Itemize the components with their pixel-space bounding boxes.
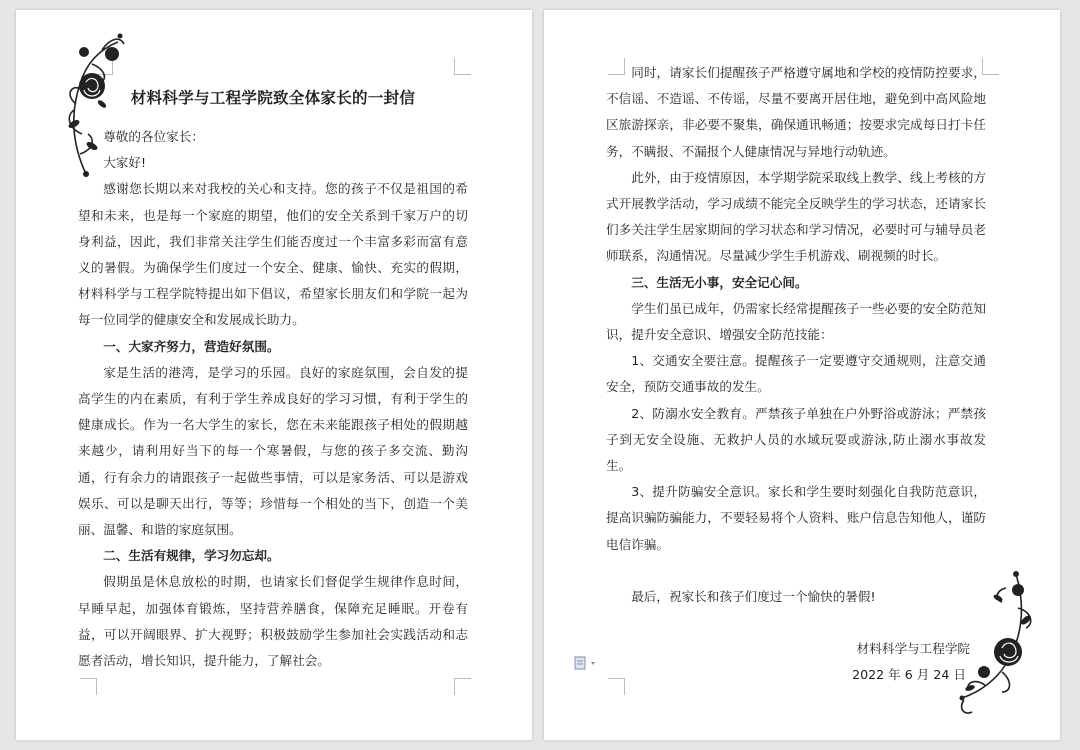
blank-line [606,610,986,636]
salutation: 尊敬的各位家长： [103,129,204,144]
greeting: 大家好! [103,155,147,171]
section-2-heading: 二、生活有规律，学习勿忘却。 [103,548,280,564]
letter-title: 材料科学与工程学院致全体家长的一封信 [130,89,416,107]
closing-wishes: 最后，祝家长和孩子们度过一个愉快的暑假! [631,588,876,604]
page-2-body [606,60,986,688]
safety-item-fraud: 3、提升防骗安全意识。家长和学生要时刻强化自我防范意识，提高识骗防骗能力，不要轻易将个人资料、账户信息告知他人，谨防电信诈骗。 [606,484,986,552]
section-1-heading: 一、大家齐努力，营造好氛围。 [103,338,280,354]
section-3-heading: 三、生活无小事，安全记心间。 [631,274,808,290]
section-1-paragraph: 家是生活的港湾，是学习的乐园。良好的家庭氛围，会自发的提高学生的内在素质，有利于学生养成良好的学习习惯，有利于学生的健康成长。作为一名大学生的家长，您在未来能跟孩子相处的假期越来越少，请利用好当下的每一个寒暑假，与您的孩子多交流、勤沟通，行有余力的请跟孩子一起做些事情，可以是家务活、可以是游戏娱乐、可以是聊天出行，等等；珍惜每一个相处的当下，创造一个美丽、温馨、和谐的家庭氛围。 [78,364,468,538]
epidemic-paragraph: 同时，请家长们提醒孩子严格遵守属地和学校的疫情防控要求，不信谣、不造谣、不传谣，尽量不要离开居住地，避免到中高风险地区旅游探亲，非必要不聚集，确保通讯畅通；按要求完成每日打卡任务，不瞒报、不漏报个人健康情况与异地行动轨迹。 [606,65,986,159]
margin-corner-mark [80,678,97,695]
document-page-1 [16,10,532,740]
signature-organization: 材料科学与工程学院 [856,641,970,657]
page-1-body [78,86,468,674]
document-icon[interactable] [574,656,600,670]
margin-corner-mark [454,58,471,75]
safety-item-drowning: 2、防溺水安全教育。严禁孩子单独在户外野浴或游泳；严禁孩子到无安全设施、无救护人员的水域玩耍或游泳,防止溺水事故发生。 [606,405,986,474]
floral-rose-ornament-icon [956,568,1036,718]
margin-corner-mark [454,678,471,695]
signature-date: 2022 年 6 月 24 日 [852,667,966,683]
section-2-paragraph: 假期虽是休息放松的时期，也请家长们督促学生规律作息时间，早睡早起，加强体育锻炼，坚持营养膳食，保障充足睡眠。开卷有益，可以开阔眼界、扩大视野；积极鼓励学生参加社会实践活动和志愿者活动，增长知识，提升能力，了解社会。 [78,574,468,669]
intro-paragraph: 感谢您长期以来对我校的关心和支持。您的孩子不仅是祖国的希望和未来，也是每一个家庭的期望，他们的安全关系到千家万户的切身利益，因此，我们非常关注学生们能否度过一个丰富多彩而富有意义的暑假。为确保学生们度过一个安全、健康、愉快、充实的假期，材料科学与工程学院特提出如下倡议，希望家长朋友们和学院一起为每一位同学的健康安全和发展成长助力。 [78,181,468,328]
safety-item-traffic: 1、交通安全要注意。提醒孩子一定要遵守交通规则，注意交通安全，预防交通事故的发生。 [606,353,986,395]
blank-line [606,558,986,584]
online-learning-paragraph: 此外，由于疫情原因，本学期学院采取线上教学、线上考核的方式开展教学活动，学习成绩不能完全反映学生的学习状态，还请家长们多关注学生居家期间的学习状态和学习情况，必要时可与辅导员老师联系，沟通情况。尽量减少学生手机游戏、刷视频的时长。 [606,169,986,264]
document-page-2 [544,10,1060,740]
section-3-intro: 学生们虽已成年，仍需家长经常提醒孩子一些必要的安全防范知识，提升安全意识、增强安全防范技能： [606,300,986,343]
